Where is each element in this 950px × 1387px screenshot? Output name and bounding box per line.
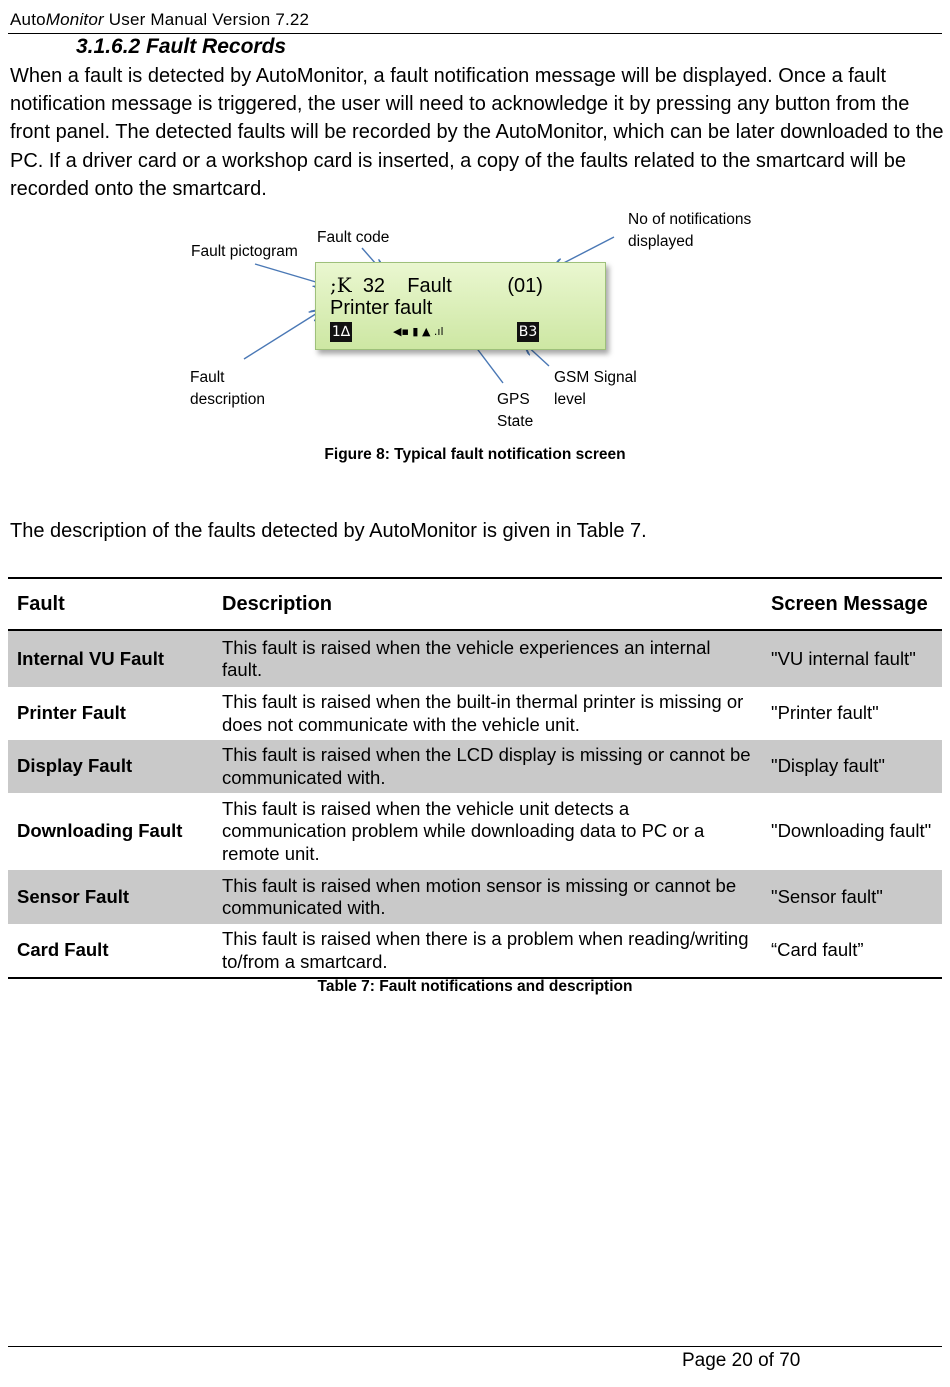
column-header-fault: Fault bbox=[17, 593, 65, 615]
fault-description: This fault is raised when the LCD display is missing or cannot be communicated with. bbox=[213, 740, 762, 793]
lcd-status-row bbox=[330, 322, 600, 342]
label-gps-line2: State bbox=[497, 412, 534, 430]
lcd-fault-word: Fault bbox=[407, 275, 452, 297]
fault-table bbox=[8, 577, 942, 979]
lcd-pictogram: ;K bbox=[330, 273, 352, 297]
label-gps-state bbox=[497, 389, 533, 432]
table-row bbox=[8, 793, 942, 870]
lcd-status-icons: ◀▪ ▮ ▲ .ıl bbox=[393, 325, 444, 338]
arrow-fault-description bbox=[244, 310, 322, 359]
table-row bbox=[8, 740, 942, 793]
document-header bbox=[10, 10, 309, 30]
fault-screen-message: “Card fault” bbox=[771, 939, 864, 961]
label-notifications-line2: displayed bbox=[628, 232, 694, 250]
label-fault-description bbox=[190, 367, 265, 410]
fault-description: This fault is raised when the built-in thermal printer is missing or does not communicate with the vehicle unit. bbox=[222, 691, 744, 735]
table-caption: Table 7: Fault notifications and description bbox=[317, 978, 633, 995]
label-fault-pictogram: Fault pictogram bbox=[191, 243, 298, 260]
fault-name: Display Fault bbox=[8, 740, 213, 793]
label-gsm-line1: GSM Signal bbox=[554, 369, 637, 386]
column-header-screen-message: Screen Message bbox=[771, 593, 928, 615]
label-gps-line1: GPS bbox=[497, 391, 530, 408]
table-header-row bbox=[8, 578, 942, 630]
fault-name: Card Fault bbox=[17, 939, 109, 961]
header-title: User Manual Version 7.22 bbox=[103, 10, 310, 29]
fault-screen-message: "Printer fault" bbox=[771, 702, 879, 724]
column-header-description: Description bbox=[222, 593, 333, 615]
fault-screen-message: "VU internal fault" bbox=[762, 630, 942, 687]
label-gsm-line2: level bbox=[554, 390, 586, 408]
lcd-fault-message: Printer fault bbox=[330, 297, 433, 319]
lcd-notification-count: (01) bbox=[507, 275, 543, 297]
fault-description: This fault is raised when the vehicle unit detects a communication problem while downloading data to PC or a remote unit. bbox=[222, 797, 705, 864]
page-number: Page 20 of 70 bbox=[682, 1350, 801, 1371]
fault-screen-message: "Display fault" bbox=[762, 740, 942, 793]
label-notifications bbox=[628, 209, 751, 252]
section-title: 3.1.6.2 Fault Records bbox=[76, 35, 287, 58]
table-row bbox=[8, 687, 942, 740]
table-intro-text: The description of the faults detected by AutoMonitor is given in Table 7. bbox=[10, 520, 647, 542]
header-brand-plain: Auto bbox=[10, 10, 46, 29]
figure-caption: Figure 8: Typical fault notification screen bbox=[324, 446, 626, 463]
intro-paragraph: When a fault is detected by AutoMonitor, a fault notification message will be displayed. Once a fault notification message is triggered, the user will need to acknowledge it by pressing any button from the front panel. The detected faults will be recorded by the AutoMonitor, which can be later downloaded to the PC. If a driver card or a workshop card is inserted, a copy of the faults related to the smartcard will be recorded onto the smartcard. bbox=[10, 65, 944, 200]
fault-description: This fault is raised when the vehicle experiences an internal fault. bbox=[213, 630, 762, 687]
fault-screen-message: "Downloading fault" bbox=[771, 820, 932, 842]
label-notifications-line1: No of notifications bbox=[628, 211, 752, 228]
table-row bbox=[8, 870, 942, 924]
table-row bbox=[8, 924, 942, 978]
lcd-line-1 bbox=[330, 273, 543, 298]
fault-screen-message: "Sensor fault" bbox=[762, 870, 942, 924]
fault-description: This fault is raised when motion sensor is missing or cannot be communicated with. bbox=[213, 870, 762, 924]
lcd-left-status-block: 1∆ bbox=[331, 324, 351, 340]
fault-name: Sensor Fault bbox=[8, 870, 213, 924]
footer-rule bbox=[8, 1346, 942, 1347]
label-description-line1: Fault bbox=[190, 369, 225, 386]
fault-name: Printer Fault bbox=[17, 702, 126, 724]
label-description-line2: description bbox=[190, 390, 265, 408]
table-row bbox=[8, 630, 942, 687]
fault-name: Internal VU Fault bbox=[8, 630, 213, 687]
lcd-fault-code: 32 bbox=[362, 275, 386, 297]
lcd-display bbox=[315, 262, 606, 350]
label-fault-code: Fault code bbox=[317, 229, 390, 246]
label-gsm-signal bbox=[554, 367, 637, 410]
fault-name: Downloading Fault bbox=[17, 820, 183, 842]
lcd-right-status-block: B3 bbox=[518, 324, 538, 340]
header-brand-italic: Monitor bbox=[45, 10, 104, 29]
header-rule bbox=[8, 33, 942, 34]
fault-description: This fault is raised when there is a problem when reading/writing to/from a smartcard. bbox=[222, 928, 749, 972]
